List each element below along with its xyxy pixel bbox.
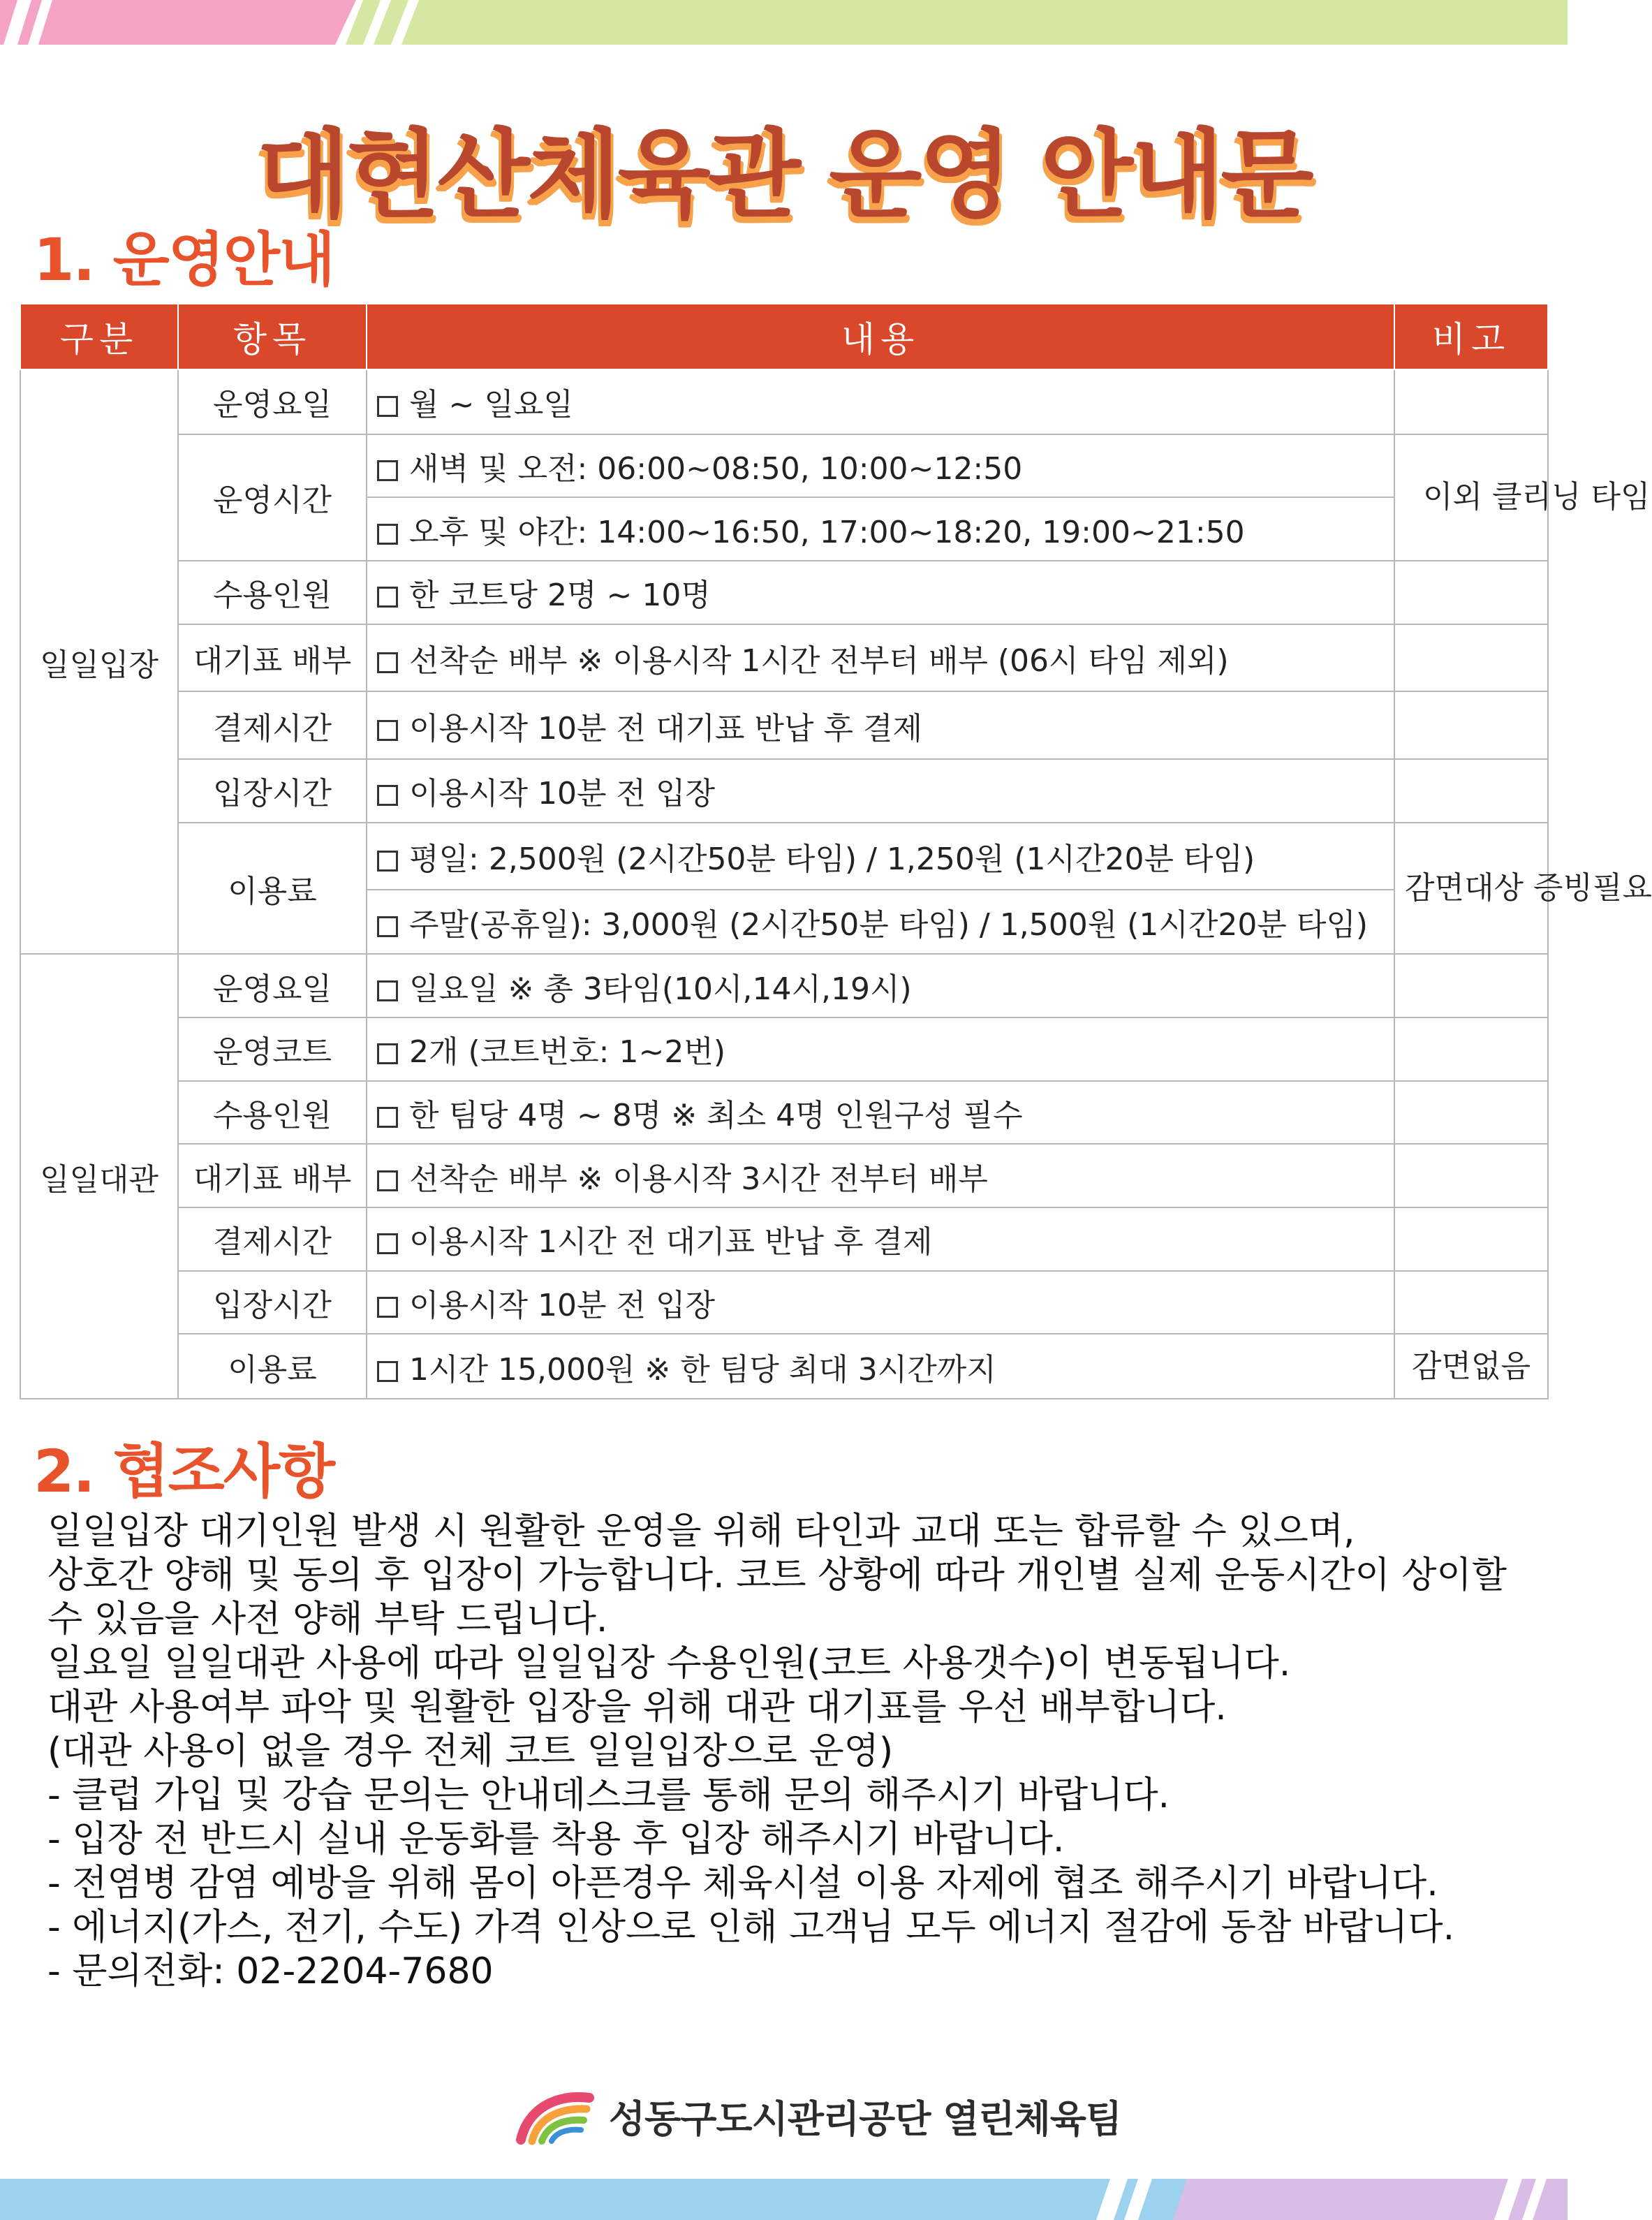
checkbox-square-icon [377, 524, 398, 545]
content-cell: 선착순 배부 ※ 이용시작 3시간 전부터 배부 [367, 1144, 1394, 1207]
table-row [20, 369, 1548, 434]
section-heading-cooperation: 2. 협조사항 [34, 1437, 334, 1506]
notice-line: 수 있음을 사전 양해 부탁 드립니다. [47, 1598, 608, 1640]
note-cell [1394, 624, 1548, 692]
notice-line: - 전염병 감염 예방을 위해 몸이 아픈경우 체육시설 이용 자제에 협조 해주시기 바랍니다. [47, 1862, 1438, 1904]
content-cell: 일요일 ※ 총 3타임(10시,14시,19시) [367, 954, 1394, 1017]
checkbox-square-icon [377, 785, 398, 806]
column-header-note: 비고 [1394, 304, 1548, 369]
category-daily-entry: 일일입장 [20, 369, 178, 954]
item-label: 입장시간 [178, 759, 367, 823]
note-cell [1394, 1017, 1548, 1081]
notice-line: 일요일 일일대관 사용에 따라 일일입장 수용인원(코트 사용갯수)이 변동됩니다. [47, 1642, 1291, 1684]
table-header-row [20, 304, 1548, 369]
content-cell: 주말(공휴일): 3,000원 (2시간50분 타임) / 1,500원 (1시간20분 타임) [367, 890, 1394, 955]
item-label: 대기표 배부 [178, 624, 367, 692]
contact-phone: - 문의전화: 02-2204-7680 [47, 1950, 494, 1992]
item-label: 수용인원 [178, 1081, 367, 1145]
notice-line: 대관 사용여부 파악 및 원활한 입장을 위해 대관 대기표를 우선 배부합니다. [47, 1686, 1227, 1728]
notice-line: 상호간 양해 및 동의 후 입장이 가능합니다. 코트 상황에 따라 개인별 실제 운동시간이 상이할 [47, 1554, 1507, 1596]
item-label: 운영코트 [178, 1017, 367, 1081]
content-cell: 2개 (코트번호: 1~2번) [367, 1017, 1394, 1081]
item-label: 결제시간 [178, 691, 367, 759]
checkbox-square-icon [377, 652, 398, 673]
section-heading-operations: 1. 운영안내 [34, 226, 334, 294]
checkbox-square-icon [377, 916, 398, 937]
table-row [20, 759, 1548, 823]
column-header-content: 내용 [367, 304, 1394, 369]
note-cell [1394, 1207, 1548, 1271]
content-cell: 1시간 15,000원 ※ 한 팀당 최대 3시간까지 [367, 1334, 1394, 1399]
item-label: 이용료 [178, 823, 367, 954]
item-label: 수용인원 [178, 561, 367, 624]
content-cell: 월 ~ 일요일 [367, 369, 1394, 434]
content-cell: 이용시작 1시간 전 대기표 반납 후 결제 [367, 1207, 1394, 1271]
note-cell [1394, 1144, 1548, 1207]
checkbox-square-icon [377, 460, 398, 481]
table-row [20, 1017, 1548, 1081]
checkbox-square-icon [377, 1233, 398, 1254]
checkbox-square-icon [377, 1043, 398, 1064]
footer [517, 2088, 1121, 2144]
note-cell [1394, 561, 1548, 624]
notice-line: - 클럽 가입 및 강습 문의는 안내데스크를 통해 문의 해주시기 바랍니다. [47, 1774, 1170, 1816]
table-row [20, 561, 1548, 624]
content-cell: 오후 및 야간: 14:00~16:50, 17:00~18:20, 19:00~21:50 [367, 497, 1394, 561]
note-cell: 감면대상 증빙필요 [1394, 823, 1548, 954]
content-cell: 한 코트당 2명 ~ 10명 [367, 561, 1394, 624]
bottom-decorative-band [0, 2179, 1568, 2220]
table-row [20, 1271, 1548, 1335]
checkbox-square-icon [377, 720, 398, 741]
content-cell: 새벽 및 오전: 06:00~08:50, 10:00~12:50 [367, 434, 1394, 498]
checkbox-square-icon [377, 396, 398, 417]
notice-line: - 입장 전 반드시 실내 운동화를 착용 후 입장 해주시기 바랍니다. [47, 1818, 1065, 1860]
table-row [20, 954, 1548, 1017]
item-label: 입장시간 [178, 1271, 367, 1335]
table-row [20, 434, 1548, 498]
cooperation-notes [47, 1510, 1528, 1994]
checkbox-square-icon [377, 980, 398, 1001]
rainbow-arc-logo-icon [517, 2088, 593, 2144]
top-decorative-band [0, 0, 1568, 45]
content-cell: 이용시작 10분 전 입장 [367, 1271, 1394, 1335]
page-title: 대현산체육관 운영 안내문 [256, 119, 1311, 231]
note-cell [1394, 1271, 1548, 1335]
table-row [20, 823, 1548, 890]
item-label: 결제시간 [178, 1207, 367, 1271]
table-row [20, 624, 1548, 692]
table-row [20, 1334, 1548, 1399]
note-cell: 감면없음 [1394, 1334, 1548, 1399]
column-header-item: 항목 [178, 304, 367, 369]
column-header-category: 구분 [20, 304, 178, 369]
content-cell: 이용시작 10분 전 대기표 반납 후 결제 [367, 691, 1394, 759]
table-row [20, 1207, 1548, 1271]
note-cell [1394, 369, 1548, 434]
item-label: 운영시간 [178, 434, 367, 561]
note-cell [1394, 954, 1548, 1017]
checkbox-square-icon [377, 1107, 398, 1128]
note-cell [1394, 691, 1548, 759]
checkbox-square-icon [377, 1361, 398, 1382]
checkbox-square-icon [377, 1170, 398, 1191]
notice-line: 일일입장 대기인원 발생 시 원활한 운영을 위해 타인과 교대 또는 합류할 수 있으며, [47, 1510, 1355, 1552]
content-cell: 선착순 배부 ※ 이용시작 1시간 전부터 배부 (06시 타임 제외) [367, 624, 1394, 692]
content-cell: 이용시작 10분 전 입장 [367, 759, 1394, 823]
notice-line: - 에너지(가스, 전기, 수도) 가격 인상으로 인해 고객님 모두 에너지 절감에 동참 바랍니다. [47, 1906, 1455, 1948]
category-daily-rental: 일일대관 [20, 954, 178, 1399]
notice-line: (대관 사용이 없을 경우 전체 코트 일일입장으로 운영) [47, 1730, 894, 1772]
organization-name: 성동구도시관리공단 열린체육팀 [609, 2096, 1122, 2141]
table-row [20, 691, 1548, 759]
item-label: 이용료 [178, 1334, 367, 1399]
table-row [20, 1144, 1548, 1207]
checkbox-square-icon [377, 1297, 398, 1318]
item-label: 대기표 배부 [178, 1144, 367, 1207]
checkbox-square-icon [377, 851, 398, 872]
content-cell: 한 팀당 4명 ~ 8명 ※ 최소 4명 인원구성 필수 [367, 1081, 1394, 1145]
note-cell: 이외 클리닝 타임 [1394, 434, 1548, 561]
item-label: 운영요일 [178, 369, 367, 434]
note-cell [1394, 759, 1548, 823]
checkbox-square-icon [377, 587, 398, 608]
content-cell: 평일: 2,500원 (2시간50분 타임) / 1,250원 (1시간20분 타임) [367, 823, 1394, 890]
operations-table [20, 303, 1652, 1399]
item-label: 운영요일 [178, 954, 367, 1017]
note-cell [1394, 1081, 1548, 1145]
table-row [20, 1081, 1548, 1145]
